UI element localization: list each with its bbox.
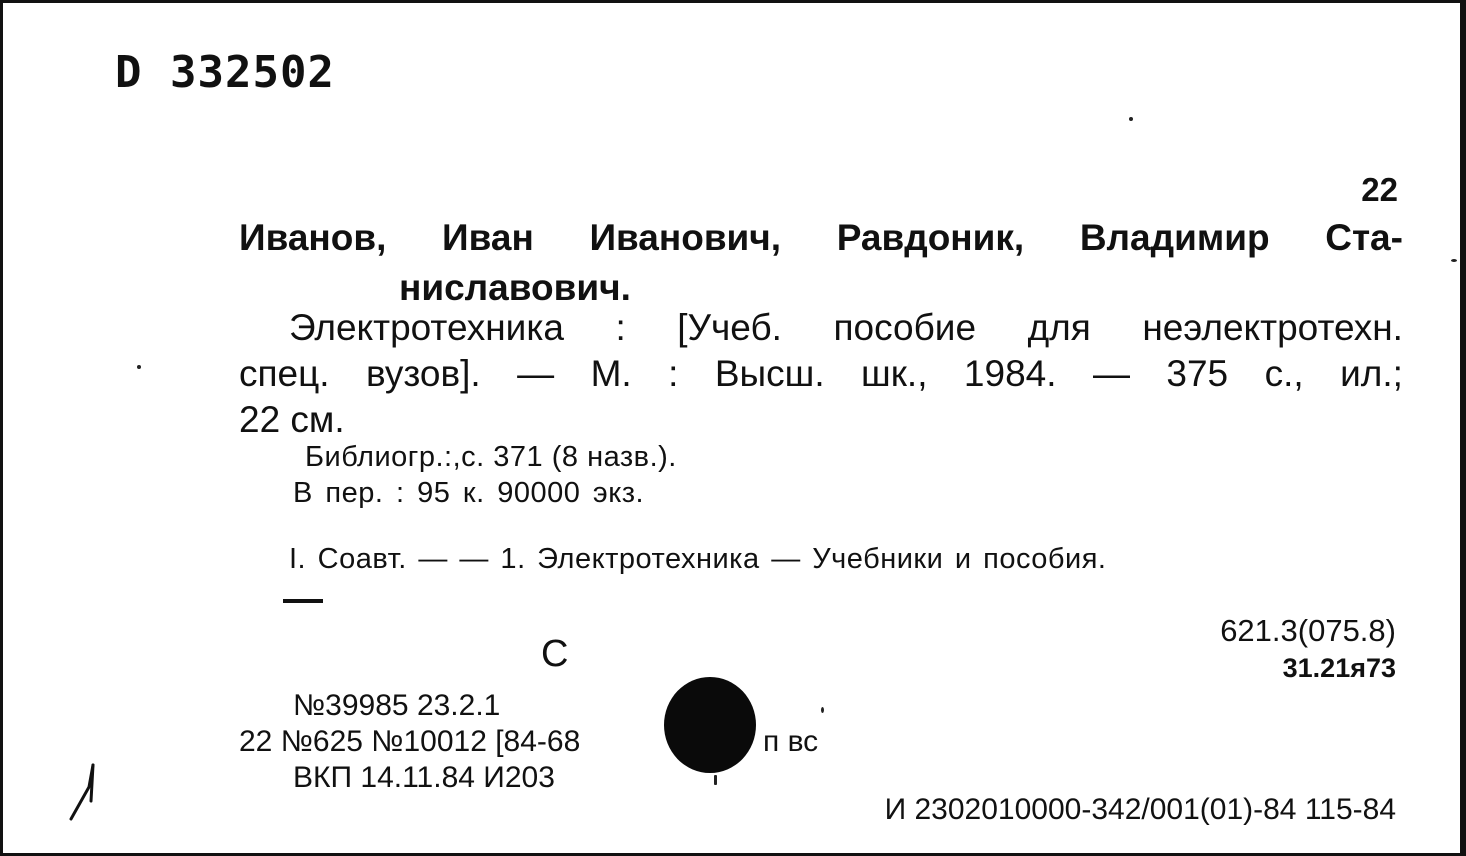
- description-line-3: 22 см.: [239, 399, 345, 440]
- description-word: :: [615, 307, 626, 348]
- description-word: с.,: [1264, 353, 1304, 394]
- description-line-1: [289, 307, 1403, 349]
- classification-letter: С: [541, 633, 569, 675]
- service-line-1: №39985 23.2.1: [293, 689, 501, 722]
- author-word: Владимир: [1079, 217, 1270, 258]
- dash-mark: [283, 599, 323, 603]
- description-word: —: [517, 353, 555, 394]
- description-word: —: [1092, 353, 1130, 394]
- ink-speck: [714, 775, 717, 785]
- code-line: И 2302010000-342/001(01)-84 115-84: [884, 793, 1396, 826]
- author-line-2: ниславович.: [399, 267, 631, 308]
- description-word: М.: [590, 353, 632, 394]
- description-line-2: [239, 353, 1403, 395]
- author-word: Равдоник,: [836, 217, 1025, 258]
- punch-hole: [664, 677, 756, 773]
- author-word: Иванов,: [239, 217, 387, 258]
- description-word: :: [668, 353, 679, 394]
- description-word: вузов].: [366, 353, 481, 394]
- card-id: D 332502: [115, 47, 335, 98]
- udc-index: 621.3(075.8): [1220, 613, 1396, 648]
- author-word: Иван: [442, 217, 534, 258]
- description-word: Электротехника: [289, 307, 564, 348]
- ink-speck: [1129, 117, 1133, 121]
- description-word: спец.: [239, 353, 330, 394]
- ink-speck: [821, 707, 824, 713]
- handwritten-mark-icon: [65, 761, 115, 825]
- description-word: неэлектротехн.: [1142, 307, 1403, 348]
- author-word: Иванович,: [589, 217, 782, 258]
- description-word: пособие: [833, 307, 977, 348]
- description-word: 375: [1166, 353, 1229, 394]
- shelf-number: 22: [1361, 171, 1398, 208]
- ink-speck: [1451, 259, 1457, 262]
- service-line-2: 22 №625 №10012 [84-68: [239, 725, 581, 758]
- description-word: [Учеб.: [677, 307, 782, 348]
- description-word: Высш.: [714, 353, 825, 394]
- author-word: Ста-: [1325, 217, 1403, 258]
- service-line-3: ВКП 14.11.84 И203: [293, 761, 555, 794]
- description-word: 1984.: [963, 353, 1057, 394]
- price-note: В пер. : 95 к. 90000 экз.: [293, 477, 645, 509]
- description-word: ил.;: [1340, 353, 1403, 394]
- tracing-line: I. Соавт. — — 1. Электротехника — Учебники и пособия.: [289, 543, 1107, 575]
- description-word: для: [1027, 307, 1091, 348]
- description-word: шк.,: [861, 353, 928, 394]
- bibliography-note: Библиогр.:,с. 371 (8 назв.).: [305, 441, 677, 473]
- bbk-index: 31.21я73: [1282, 653, 1396, 683]
- service-line-2-tail: п вс: [763, 725, 819, 758]
- ink-speck: [137, 365, 141, 369]
- author-line-1: [239, 217, 1403, 259]
